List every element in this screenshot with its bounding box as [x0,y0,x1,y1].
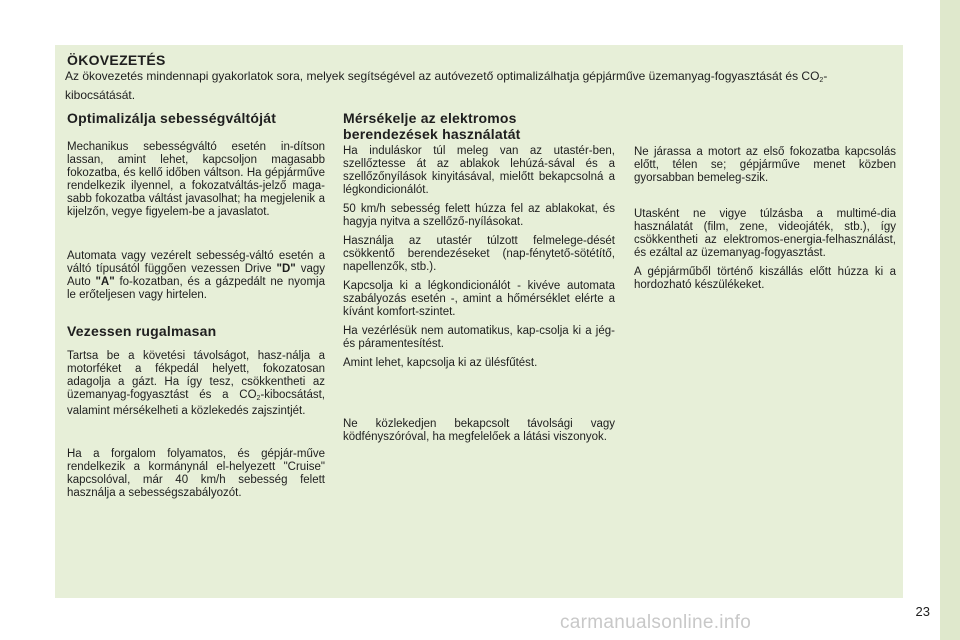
paragraph-manual-gearbox: Mechanikus sebességváltó esetén in-dítson lassan, amint lehet, kapcsoljon magasabb fokozatba, és kellő időben váltson. Ha gépjárműve rendelkezik ilyennel, a fokozatváltás-jelző maga-sabb fokozatba váltást javasolhat; ha megjelenik a kijelzőn, vegye figyelem-be a javaslatot. [67,141,325,218]
page-number: 23 [915,604,930,619]
heading-drive-smoothly: Vezessen rugalmasan [67,323,217,339]
distance-text-a: Tartsa be a követési távolságot, hasz-nálja a motorféket a fékpedál helyett, fokozatosan adagolja a gázt. Ha így tesz, csökkentheti az üzemanyag-fogyasztást és a CO [67,350,325,401]
auto-text-b: vagy Auto [67,263,325,288]
heading-optimize-gearbox: Optimalizálja sebességváltóját [67,110,277,126]
distance-text-b: -kibocsátást, valamint mérsékelheti a közlekedés zajszintjét. [67,389,325,417]
column-left [67,110,325,500]
auto-text-a: Automata vagy vezérelt sebesség-váltó esetén a váltó típusától függően vezessen Drive [67,250,325,275]
watermark-text: carmanualsonline.info [560,612,752,633]
heading-electrical-equipment: Mérsékelje az elektromos berendezések használatát [343,110,521,142]
auto-text-c: fo-kozatban, és a gázpedált ne nyomja le erőteljesen vagy hirtelen. [67,276,325,301]
side-tab-strip [940,0,960,640]
page-title: ÖKOVEZETÉS [67,52,166,68]
column-right [634,146,896,292]
drive-d-label: "D" [276,263,296,275]
paragraph-engine-warmup: Ne járassa a motort az első fokozatba kapcsolás előtt, télen se; gépjárműve menet közben gyorsabban bemeleg-szik. [634,146,896,184]
paragraph-unplug-devices: A gépjárműből történő kiszállás előtt húzza ki a hordozható készülékeket. [634,266,896,291]
intro-text [65,69,895,103]
paragraph-cruise-control: Ha a forgalom folyamatos, és gépjár-műve rendelkezik a kormánynál el-helyezett "Cruise" kapcsolóval, már 40 km/h sebesség felett használja a sebességszabályozót. [67,448,325,499]
auto-a-label: "A" [95,276,115,288]
paragraph-windows-up: 50 km/h sebesség felett húzza fel az ablakokat, és hagyja nyitva a szellőző-nyílásokat. [343,203,615,228]
paragraph-air-conditioning: Kapcsolja ki a légkondicionálót - kivéve automata szabályozás esetén -, amint a hőmérséklet elérte a kívánt komfort-szintet. [343,280,615,318]
intro-text-part1: Az ökovezetés mindennapi gyakorlatok sora, melyek segítségével az autóvezető optimalizálhatja gépjárműve üzemanyag-fogyasztását és CO [65,69,820,83]
paragraph-sun-protection: Használja az utastér túlzott felmelege-dését csökkentő berendezéseket (nap-fénytető-sötétítő, napellenzők, stb.). [343,235,615,273]
paragraph-following-distance [67,350,325,418]
paragraph-ventilate: Ha induláskor túl meleg van az utastér-ben, szellőztesse át az ablakok lehúzá-sával és a szellőzőnyílások kinyitásával, mielőtt bekapcsolná a légkondicionálót. [343,145,615,196]
paragraph-automatic-gearbox [67,250,325,302]
intro-text-part2: -kibocsátását. [65,69,828,102]
paragraph-multimedia: Utasként ne vigye túlzásba a multimé-dia használatát (film, zene, videojáték, stb.), így csökkentheti az elektromos-energia-felhasználást, és ezáltal az üzemanyag-fogyasztást. [634,208,896,259]
intro-subscript: 2 [819,77,824,84]
co2-subscript: 2 [256,395,261,402]
column-middle [343,110,615,444]
paragraph-seat-heating: Amint lehet, kapcsolja ki az ülésfűtést. [343,357,538,369]
paragraph-defrost: Ha vezérlésük nem automatikus, kap-csolja ki a jég- és páramentesítést. [343,325,615,350]
paragraph-fog-lights: Ne közlekedjen bekapcsolt távolsági vagy ködfényszóróval, ha megfelelőek a látási viszonyok. [343,418,615,443]
